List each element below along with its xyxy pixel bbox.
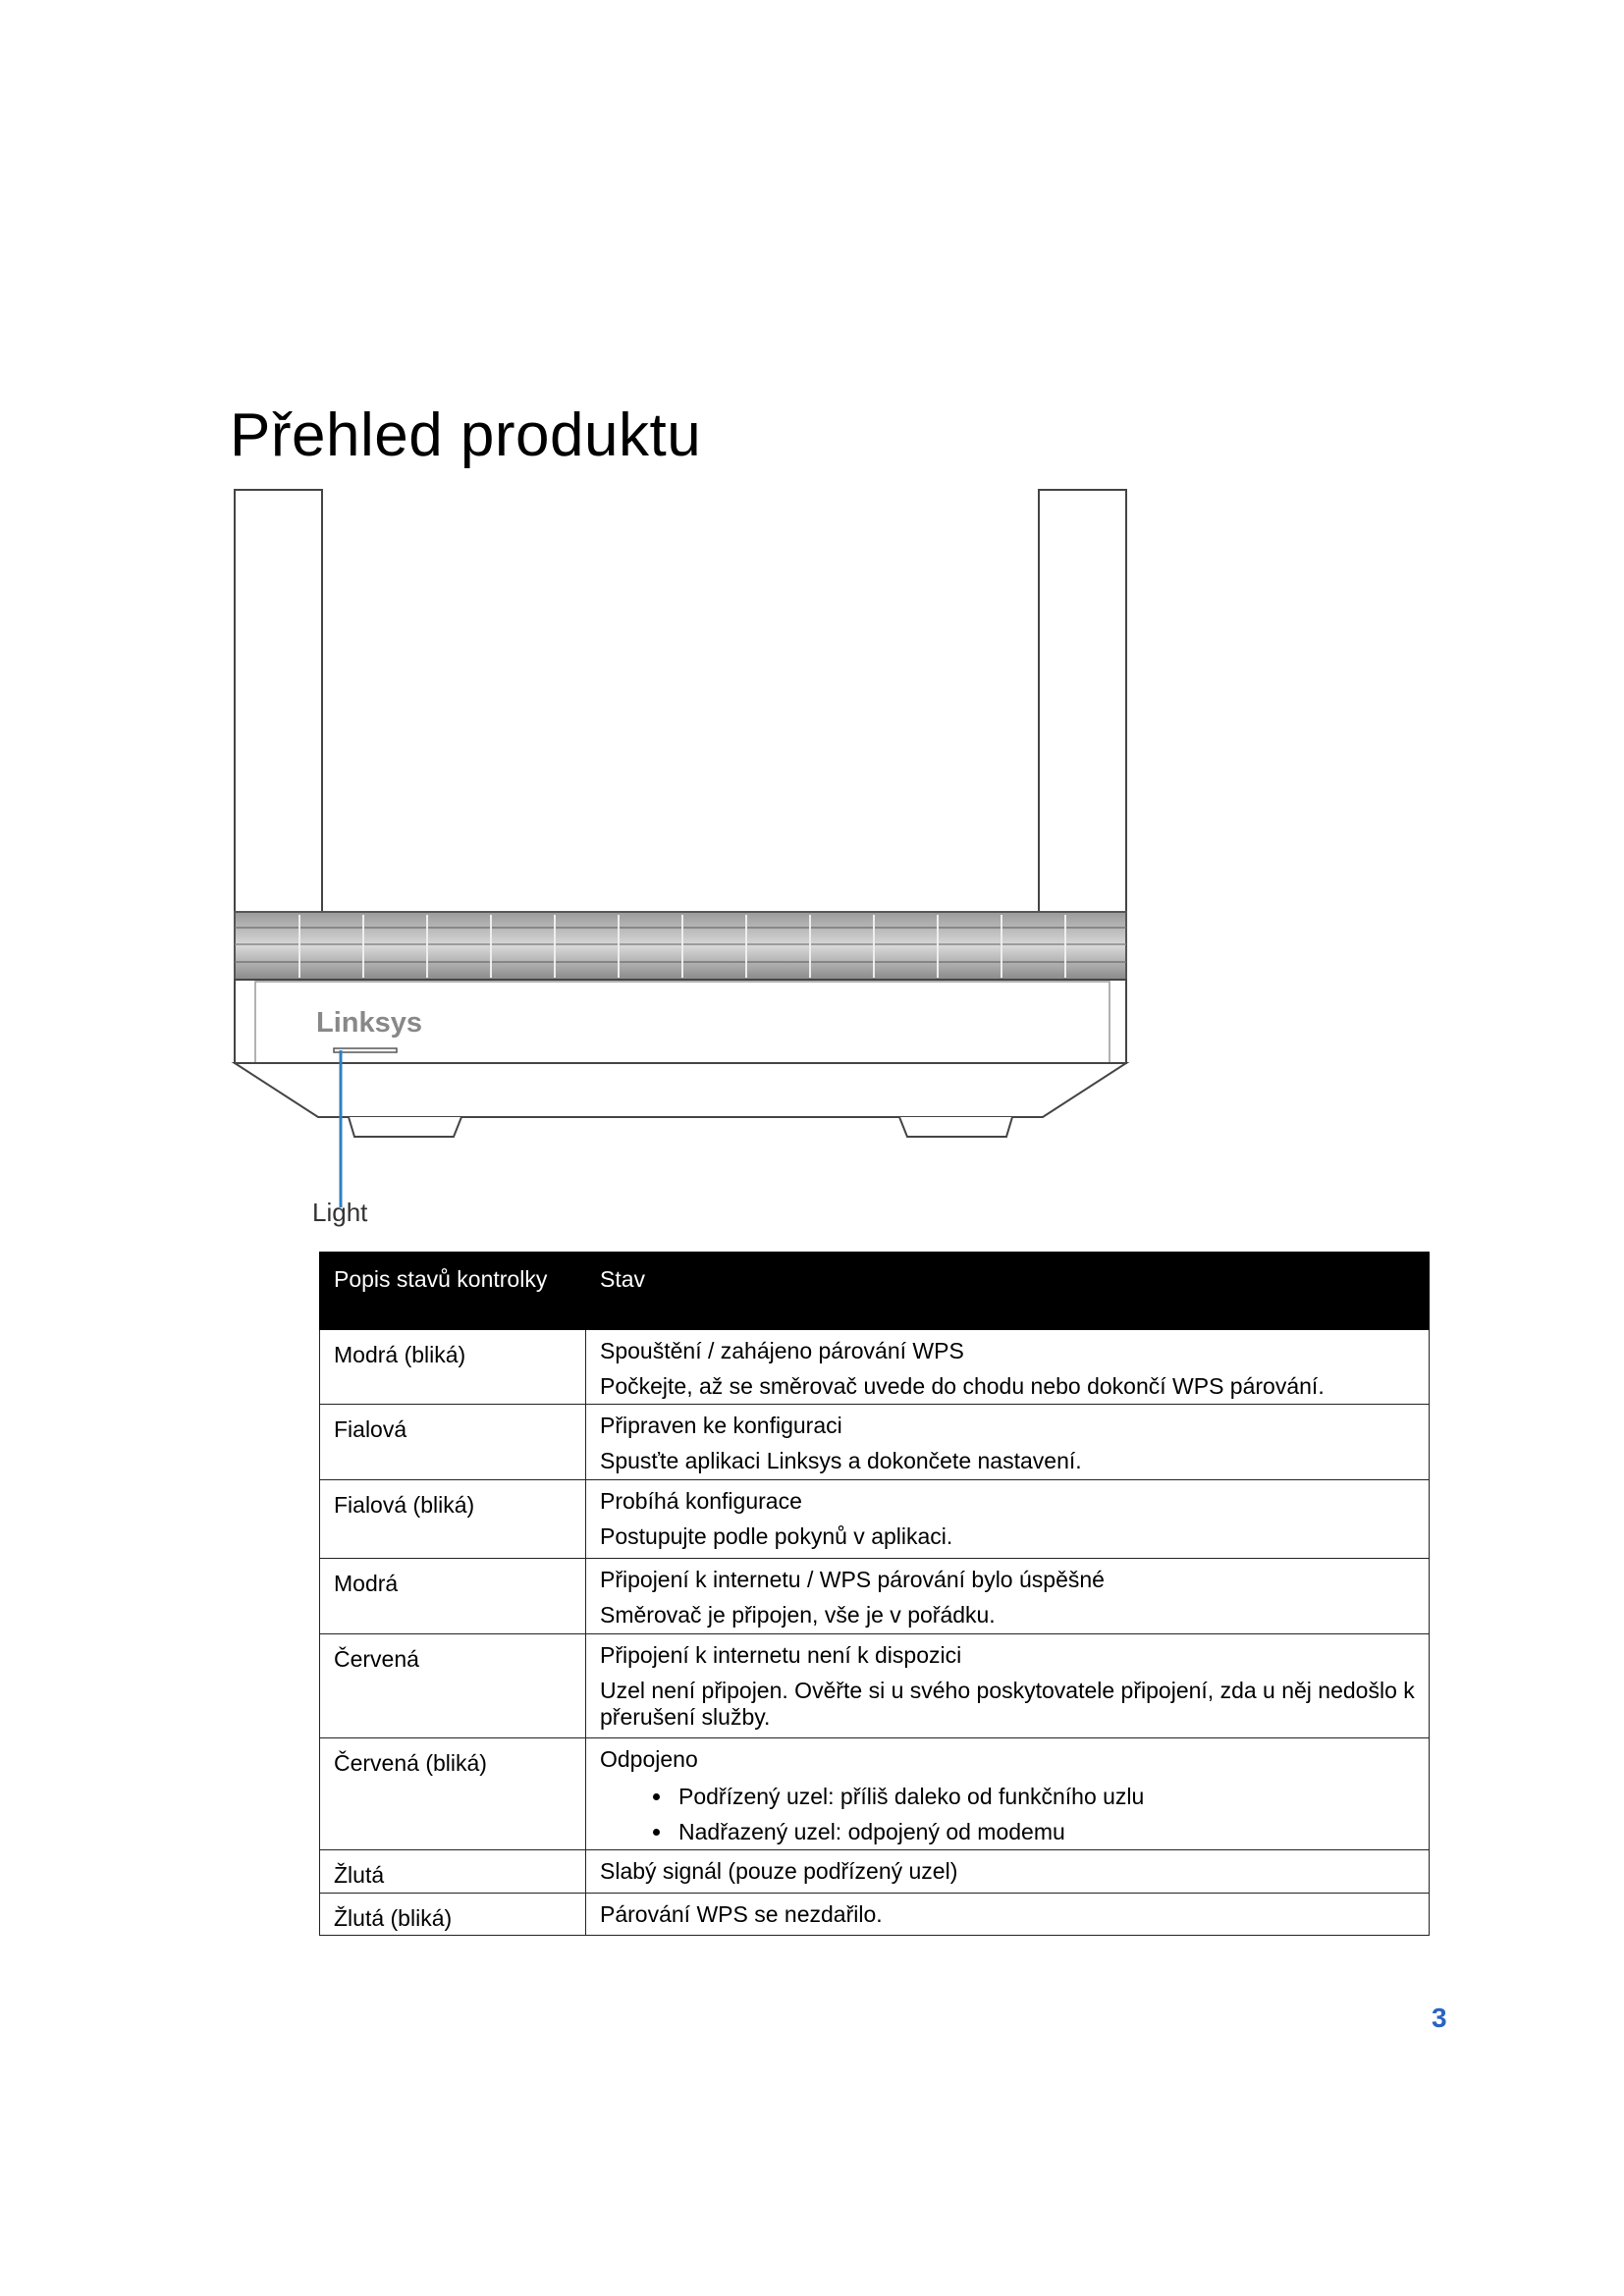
router-illustration bbox=[226, 481, 1159, 1247]
status-text: Připojení k internetu / WPS párování bylo úspěšné bbox=[600, 1567, 1105, 1593]
light-status-table bbox=[319, 1252, 1430, 1936]
status-detail: Uzel není připojen. Ověřte si u svého poskytovatele připojení, zda u něj nedošlo k přerušení služby. bbox=[600, 1677, 1415, 1731]
status-text: Probíhá konfigurace bbox=[600, 1488, 802, 1515]
antenna-left bbox=[235, 490, 322, 912]
light-cell: Červená (bliká) bbox=[320, 1738, 586, 1850]
header-status: Stav bbox=[586, 1253, 1430, 1330]
status-cell bbox=[586, 1893, 1430, 1935]
status-cell bbox=[586, 1849, 1430, 1893]
bullet-item: Nadřazený uzel: odpojený od modemu bbox=[586, 1813, 1429, 1849]
status-light-bar bbox=[334, 1048, 397, 1052]
status-cell bbox=[586, 1634, 1430, 1738]
status-text: Připraven ke konfiguraci bbox=[600, 1413, 842, 1439]
status-text: Odpojeno bbox=[600, 1746, 698, 1773]
status-text: Slabý signál (pouze podřízený uzel) bbox=[600, 1857, 958, 1884]
light-cell: Fialová bbox=[320, 1405, 586, 1480]
page-title: Přehled produktu bbox=[230, 401, 702, 469]
status-detail: Spusťte aplikaci Linksys a dokončete nastavení. bbox=[600, 1447, 1082, 1473]
status-cell bbox=[586, 1480, 1430, 1559]
table-row bbox=[320, 1634, 1430, 1738]
page-number: 3 bbox=[1432, 2002, 1447, 2033]
light-cell: Žlutá (bliká) bbox=[320, 1893, 586, 1935]
antenna-right bbox=[1039, 490, 1126, 912]
status-cell bbox=[586, 1559, 1430, 1634]
light-cell: Fialová (bliká) bbox=[320, 1480, 586, 1559]
status-text: Spouštění / zahájeno párování WPS bbox=[600, 1338, 964, 1363]
status-cell bbox=[586, 1405, 1430, 1480]
header-light-description: Popis stavů kontrolky bbox=[320, 1253, 586, 1330]
table-row bbox=[320, 1849, 1430, 1893]
table-header-row bbox=[320, 1253, 1430, 1330]
light-cell: Modrá bbox=[320, 1559, 586, 1634]
status-detail: Směrovač je připojen, vše je v pořádku. bbox=[600, 1601, 996, 1628]
light-cell: Žlutá bbox=[320, 1849, 586, 1893]
status-cell bbox=[586, 1330, 1430, 1405]
router-vent-grille bbox=[235, 912, 1126, 980]
status-detail: Postupujte podle pokynů v aplikaci. bbox=[600, 1522, 953, 1549]
light-cell: Modrá (bliká) bbox=[320, 1330, 586, 1405]
status-cell bbox=[586, 1738, 1430, 1850]
table-row bbox=[320, 1559, 1430, 1634]
light-callout-label: Light bbox=[312, 1198, 368, 1227]
table-row bbox=[320, 1330, 1430, 1405]
table-row bbox=[320, 1738, 1430, 1850]
status-text: Párování WPS se nezdařilo. bbox=[600, 1900, 883, 1927]
table-row bbox=[320, 1405, 1430, 1480]
linksys-logo: Linksys bbox=[316, 1007, 422, 1039]
table-row bbox=[320, 1480, 1430, 1559]
router-feet bbox=[349, 1117, 1012, 1137]
table-row bbox=[320, 1893, 1430, 1935]
status-text: Připojení k internetu není k dispozici bbox=[600, 1642, 962, 1669]
bullet-item: Podřízený uzel: příliš daleko od funkčního uzlu bbox=[586, 1778, 1429, 1814]
light-cell: Červená bbox=[320, 1634, 586, 1738]
status-detail: Počkejte, až se směrovač uvede do chodu nebo dokončí WPS párování. bbox=[600, 1372, 1325, 1399]
